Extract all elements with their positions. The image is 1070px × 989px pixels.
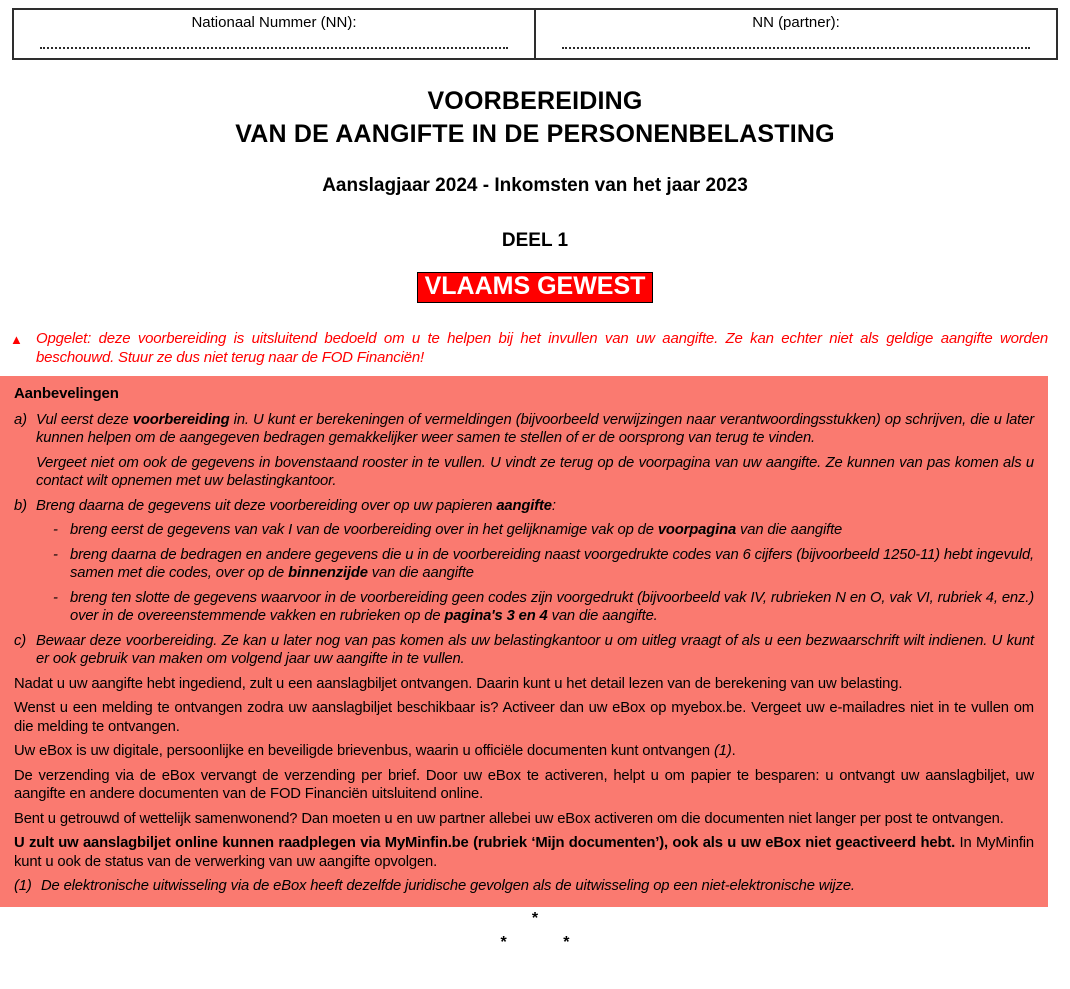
item-a-body [36, 411, 1034, 497]
footnote-1-marker: (1) [14, 878, 32, 894]
national-number-label: Nationaal Nummer (NN): [191, 14, 357, 31]
partner-number-label: NN (partner): [752, 14, 840, 31]
item-b-sub-1-dash: - [53, 522, 58, 538]
national-number-cell [14, 10, 534, 58]
warning-text: Opgelet: deze voorbereiding is uitsluitend bedoeld om u te helpen bij het invullen van uw aangifte. Ze kan echter niet als geldige aangifte worden beschouwd. Stuur ze dus niet terug naar de FOD Financiën! [36, 330, 1048, 366]
item-b-sub-1 [53, 521, 1034, 546]
region-badge: VLAAMS GEWEST [417, 272, 654, 303]
recommendations-panel [0, 376, 1048, 907]
item-b-sub-3 [53, 589, 1034, 632]
item-a-marker: a) [14, 411, 27, 428]
item-b-sub-2-text: breng daarna de bedragen en andere gegevens die u in de voorbereiding naast voorgedrukte codes van 6 cijfers (bijvoorbeeld 1250-11) hebt ingevuld, samen met die codes, over op de binnenzijde van die aangifte [70, 546, 1034, 581]
paragraph-myminfin: U zult uw aanslagbiljet online kunnen raadplegen via MyMinfin.be (rubriek ‘Mijn documenten’), ook als u uw eBox niet geactiveerd hebt. In MyMinfin kunt u ook de status van de verwerking van uw aangifte opvolgen. [14, 835, 1034, 870]
item-c-paragraph: Bewaar deze voorbereiding. Ze kan u later nog van pas komen als uw belastingkantoor u om uitleg vraagt of als u een bezwaarschrift wilt indienen. U kunt er ook gebruik van maken om volgend jaar uw aangifte in te vullen. [36, 632, 1034, 667]
recommendations-heading: Aanbevelingen [14, 385, 119, 402]
assessment-year-subtitle: Aanslagjaar 2024 - Inkomsten van het jaar 2023 [322, 175, 748, 196]
item-b-sub-2-dash: - [53, 546, 58, 563]
document-title-line2: VAN DE AANGIFTE IN DE PERSONENBELASTING [235, 120, 835, 148]
item-b-marker: b) [14, 497, 27, 514]
item-b-sub-3-dash: - [53, 589, 58, 606]
item-b-sub-1-text: breng eerst de gegevens van vak I van de voorbereiding over in het gelijknamige vak op de voorpagina van die aangifte [70, 522, 843, 538]
warning-triangle-icon: ▲ [10, 332, 23, 347]
recommendation-item-b [14, 497, 1034, 632]
footer-star-row [0, 933, 1070, 951]
footer-star-left: * [500, 933, 507, 951]
footnote-1-text: De elektronische uitwisseling via de eBox heeft dezelfde juridische gevolgen als de uitwisseling op een niet-elektronische wijze. [41, 878, 855, 894]
footnote-1 [14, 877, 1034, 896]
item-a-paragraph-1: Vul eerst deze voorbereiding in. U kunt er berekeningen of vermeldingen (bijvoorbeeld verwijzingen naar verantwoordingsstukken) op schrijven, die u later kunnen helpen om de aangegeven bedragen gemakkelijker weer samen te stellen of er de oorsprong van terug te vinden. [36, 411, 1035, 446]
paragraph-ebox-replaces-mail: De verzending via de eBox vervangt de verzending per brief. Door uw eBox te activeren, helpt u om papier te besparen: u ontvangt uw aanslagbiljet, uw aangifte en andere documenten van de FOD Financiën uitsluitend online. [14, 767, 1034, 802]
partner-number-fill-line [562, 41, 1030, 49]
recommendation-item-a [14, 411, 1034, 497]
region-badge-wrap [0, 272, 1070, 303]
paragraph-married-partners: Bent u getrouwd of wettelijk samenwonend? Dan moeten u en uw partner allebei uw eBox activeren om die documenten niet langer per post te ontvangen. [14, 810, 1004, 827]
national-number-fill-line [40, 41, 508, 49]
footer-star-top: * [531, 909, 539, 927]
part-title: DEEL 1 [501, 230, 569, 251]
paragraph-ebox-description: Uw eBox is uw digitale, persoonlijke en beveiligde brievenbus, waarin u officiële documenten kunt ontvangen (1). [14, 743, 736, 759]
national-number-box [12, 8, 1058, 60]
paragraph-assessment-notice: Nadat u uw aangifte hebt ingediend, zult u een aanslagbiljet ontvangen. Daarin kunt u het detail lezen van de berekening van uw belasting. [14, 675, 903, 692]
item-b-sub-3-text: breng ten slotte de gegevens waarvoor in de voorbereiding geen codes zijn voorgedrukt (bijvoorbeeld vak IV, rubrieken N en O, vak VI, rubriek 4, enz.) over in de overeenstemmende vakken en rubrieken op de pagina's 3 en 4 van die aangifte. [70, 589, 1034, 624]
item-b-intro: Breng daarna de gegevens uit deze voorbereiding over op uw papieren aangifte: [36, 497, 556, 514]
item-c-body [36, 632, 1034, 675]
item-a-paragraph-2: Vergeet niet om ook de gegevens in bovenstaand rooster in te vullen. U vindt ze terug op de voorpagina van uw aangifte. Ze kunnen van pas komen als u contact wilt opnemen met uw belastingkantoor. [36, 454, 1034, 489]
item-b-body [36, 497, 1034, 632]
document-title [0, 85, 1070, 151]
document-title-line1: VOORBEREIDING [427, 87, 643, 115]
item-b-sub-2 [53, 546, 1034, 589]
recommendation-item-c [14, 632, 1034, 675]
footer-star-right: * [563, 933, 570, 951]
item-c-marker: c) [14, 632, 27, 649]
warning-note [10, 330, 1048, 367]
paragraph-ebox-notification: Wenst u een melding te ontvangen zodra uw aanslagbiljet beschikbaar is? Activeer dan uw eBox op myebox.be. Vergeet uw e-mailadres niet in te vullen om die melding te ontvangen. [14, 700, 1034, 735]
partner-number-cell [534, 10, 1056, 58]
